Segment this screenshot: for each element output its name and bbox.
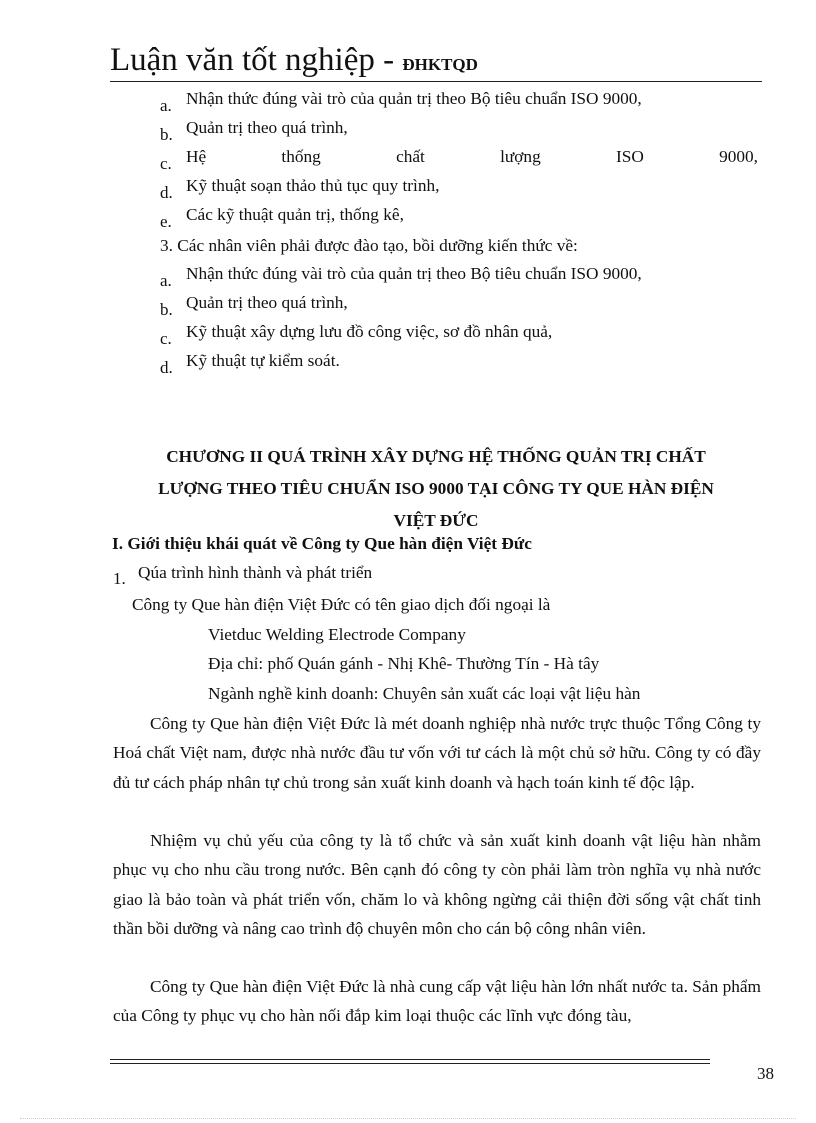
list-item bbox=[160, 351, 760, 375]
list-marker: 1. bbox=[113, 569, 126, 588]
word: lượng bbox=[500, 147, 541, 166]
word: ISO bbox=[615, 147, 644, 166]
list-marker: c. bbox=[160, 329, 172, 348]
list-item bbox=[160, 322, 760, 346]
numbered-point: 3. Các nhân viên phải được đào tạo, bồi dưỡng kiến thức về: bbox=[160, 236, 578, 255]
section-heading: I. Giới thiệu khái quát về Công ty Que hàn điện Việt Đức bbox=[112, 534, 532, 553]
header-title: Luận văn tốt nghiệp - bbox=[110, 42, 403, 78]
paragraph: Công ty Que hàn điện Việt Đức là mét doanh nghiệp nhà nước trực thuộc Tổng Công ty Hoá chất Việt nam, được nhà nước đầu tư vốn với tư cách là một chủ sở hữu. Công ty có đầy đủ tư cách pháp nhân tự chủ trong sản xuất kinh doanh và hạch toán kinh tế độc lập. bbox=[113, 714, 761, 792]
list-item-text: Quản trị theo quá trình, bbox=[186, 293, 348, 312]
list-item-text bbox=[186, 147, 758, 167]
company-name: Vietduc Welding Electrode Company bbox=[208, 625, 466, 644]
company-business: Ngành nghề kinh doanh: Chuyên sản xuất các loại vật liệu hàn bbox=[208, 684, 641, 703]
list-item-text: Nhận thức đúng vài trò của quản trị theo Bộ tiêu chuẩn ISO 9000, bbox=[186, 89, 642, 108]
list-item-text: Kỹ thuật soạn thảo thủ tục quy trình, bbox=[186, 176, 440, 195]
chapter-heading-line: VIỆT ĐỨC bbox=[393, 511, 479, 530]
subsection-text: Qúa trình hình thành và phát triển bbox=[138, 563, 373, 582]
list-marker: b. bbox=[160, 125, 173, 144]
list-item-text: Nhận thức đúng vài trò của quản trị theo Bộ tiêu chuẩn ISO 9000, bbox=[186, 264, 642, 283]
footer-rule bbox=[110, 1059, 710, 1064]
list-item-text: Kỹ thuật xây dựng lưu đồ công việc, sơ đồ nhân quả, bbox=[186, 322, 553, 341]
word: chất bbox=[396, 147, 425, 166]
page-number: 38 bbox=[757, 1064, 774, 1083]
list-item bbox=[160, 147, 760, 171]
list-item bbox=[160, 89, 760, 113]
company-intro: Công ty Que hàn điện Việt Đức có tên giao dịch đối ngoại là bbox=[132, 595, 551, 614]
paragraph: Nhiệm vụ chủ yếu của công ty là tổ chức và sản xuất kinh doanh vật liệu hàn nhằm phục vụ cho nhu cầu trong nước. Bên cạnh đó công ty còn phải làm tròn nghĩa vụ nhà nước giao là bảo toàn và phát triển vốn, chăm lo và không ngừng cải thiện đời sống vật chất tinh thần bồi dưỡng và nâng cao trình độ chuyên môn cho cán bộ công nhân viên. bbox=[113, 831, 761, 938]
header-university: ĐHKTQD bbox=[402, 55, 478, 74]
list-marker: d. bbox=[160, 358, 173, 377]
page-edge-divider bbox=[20, 1118, 796, 1119]
word: Hệ bbox=[186, 147, 207, 166]
list-marker: e. bbox=[160, 212, 172, 231]
list-item bbox=[160, 176, 760, 200]
list-marker: a. bbox=[160, 96, 172, 115]
list-item bbox=[160, 293, 760, 317]
list-item-text: Quản trị theo quá trình, bbox=[186, 118, 348, 137]
paragraph: Công ty Que hàn điện Việt Đức là nhà cung cấp vật liệu hàn lớn nhất nước ta. Sản phẩm của Công ty phục vụ cho hàn nối đắp kim loại thuộc các lĩnh vực đóng tàu, bbox=[113, 977, 761, 1026]
list-item bbox=[160, 118, 760, 142]
list-marker: d. bbox=[160, 183, 173, 202]
chapter-heading-line: CHƯƠNG II QUÁ TRÌNH XÂY DỰNG HỆ THỐNG QUẢN TRỊ CHẤT bbox=[166, 447, 706, 466]
word: thống bbox=[281, 147, 321, 166]
word: 9000, bbox=[719, 147, 758, 166]
page-header bbox=[110, 40, 762, 82]
list-item-text: Các kỹ thuật quản trị, thống kê, bbox=[186, 205, 404, 224]
subsection-heading bbox=[113, 563, 713, 587]
list-marker: b. bbox=[160, 300, 173, 319]
list-item bbox=[160, 264, 760, 288]
list-item-text: Kỹ thuật tự kiểm soát. bbox=[186, 351, 340, 370]
list-marker: c. bbox=[160, 154, 172, 173]
list-marker: a. bbox=[160, 271, 172, 290]
chapter-heading-line: LƯỢNG THEO TIÊU CHUẨN ISO 9000 TẠI CÔNG TY QUE HÀN ĐIỆN bbox=[158, 479, 714, 498]
chapter-heading bbox=[110, 441, 762, 537]
company-address: Địa chỉ: phố Quán gánh - Nhị Khê- Thường Tín - Hà tây bbox=[208, 654, 600, 673]
list-item bbox=[160, 205, 760, 229]
